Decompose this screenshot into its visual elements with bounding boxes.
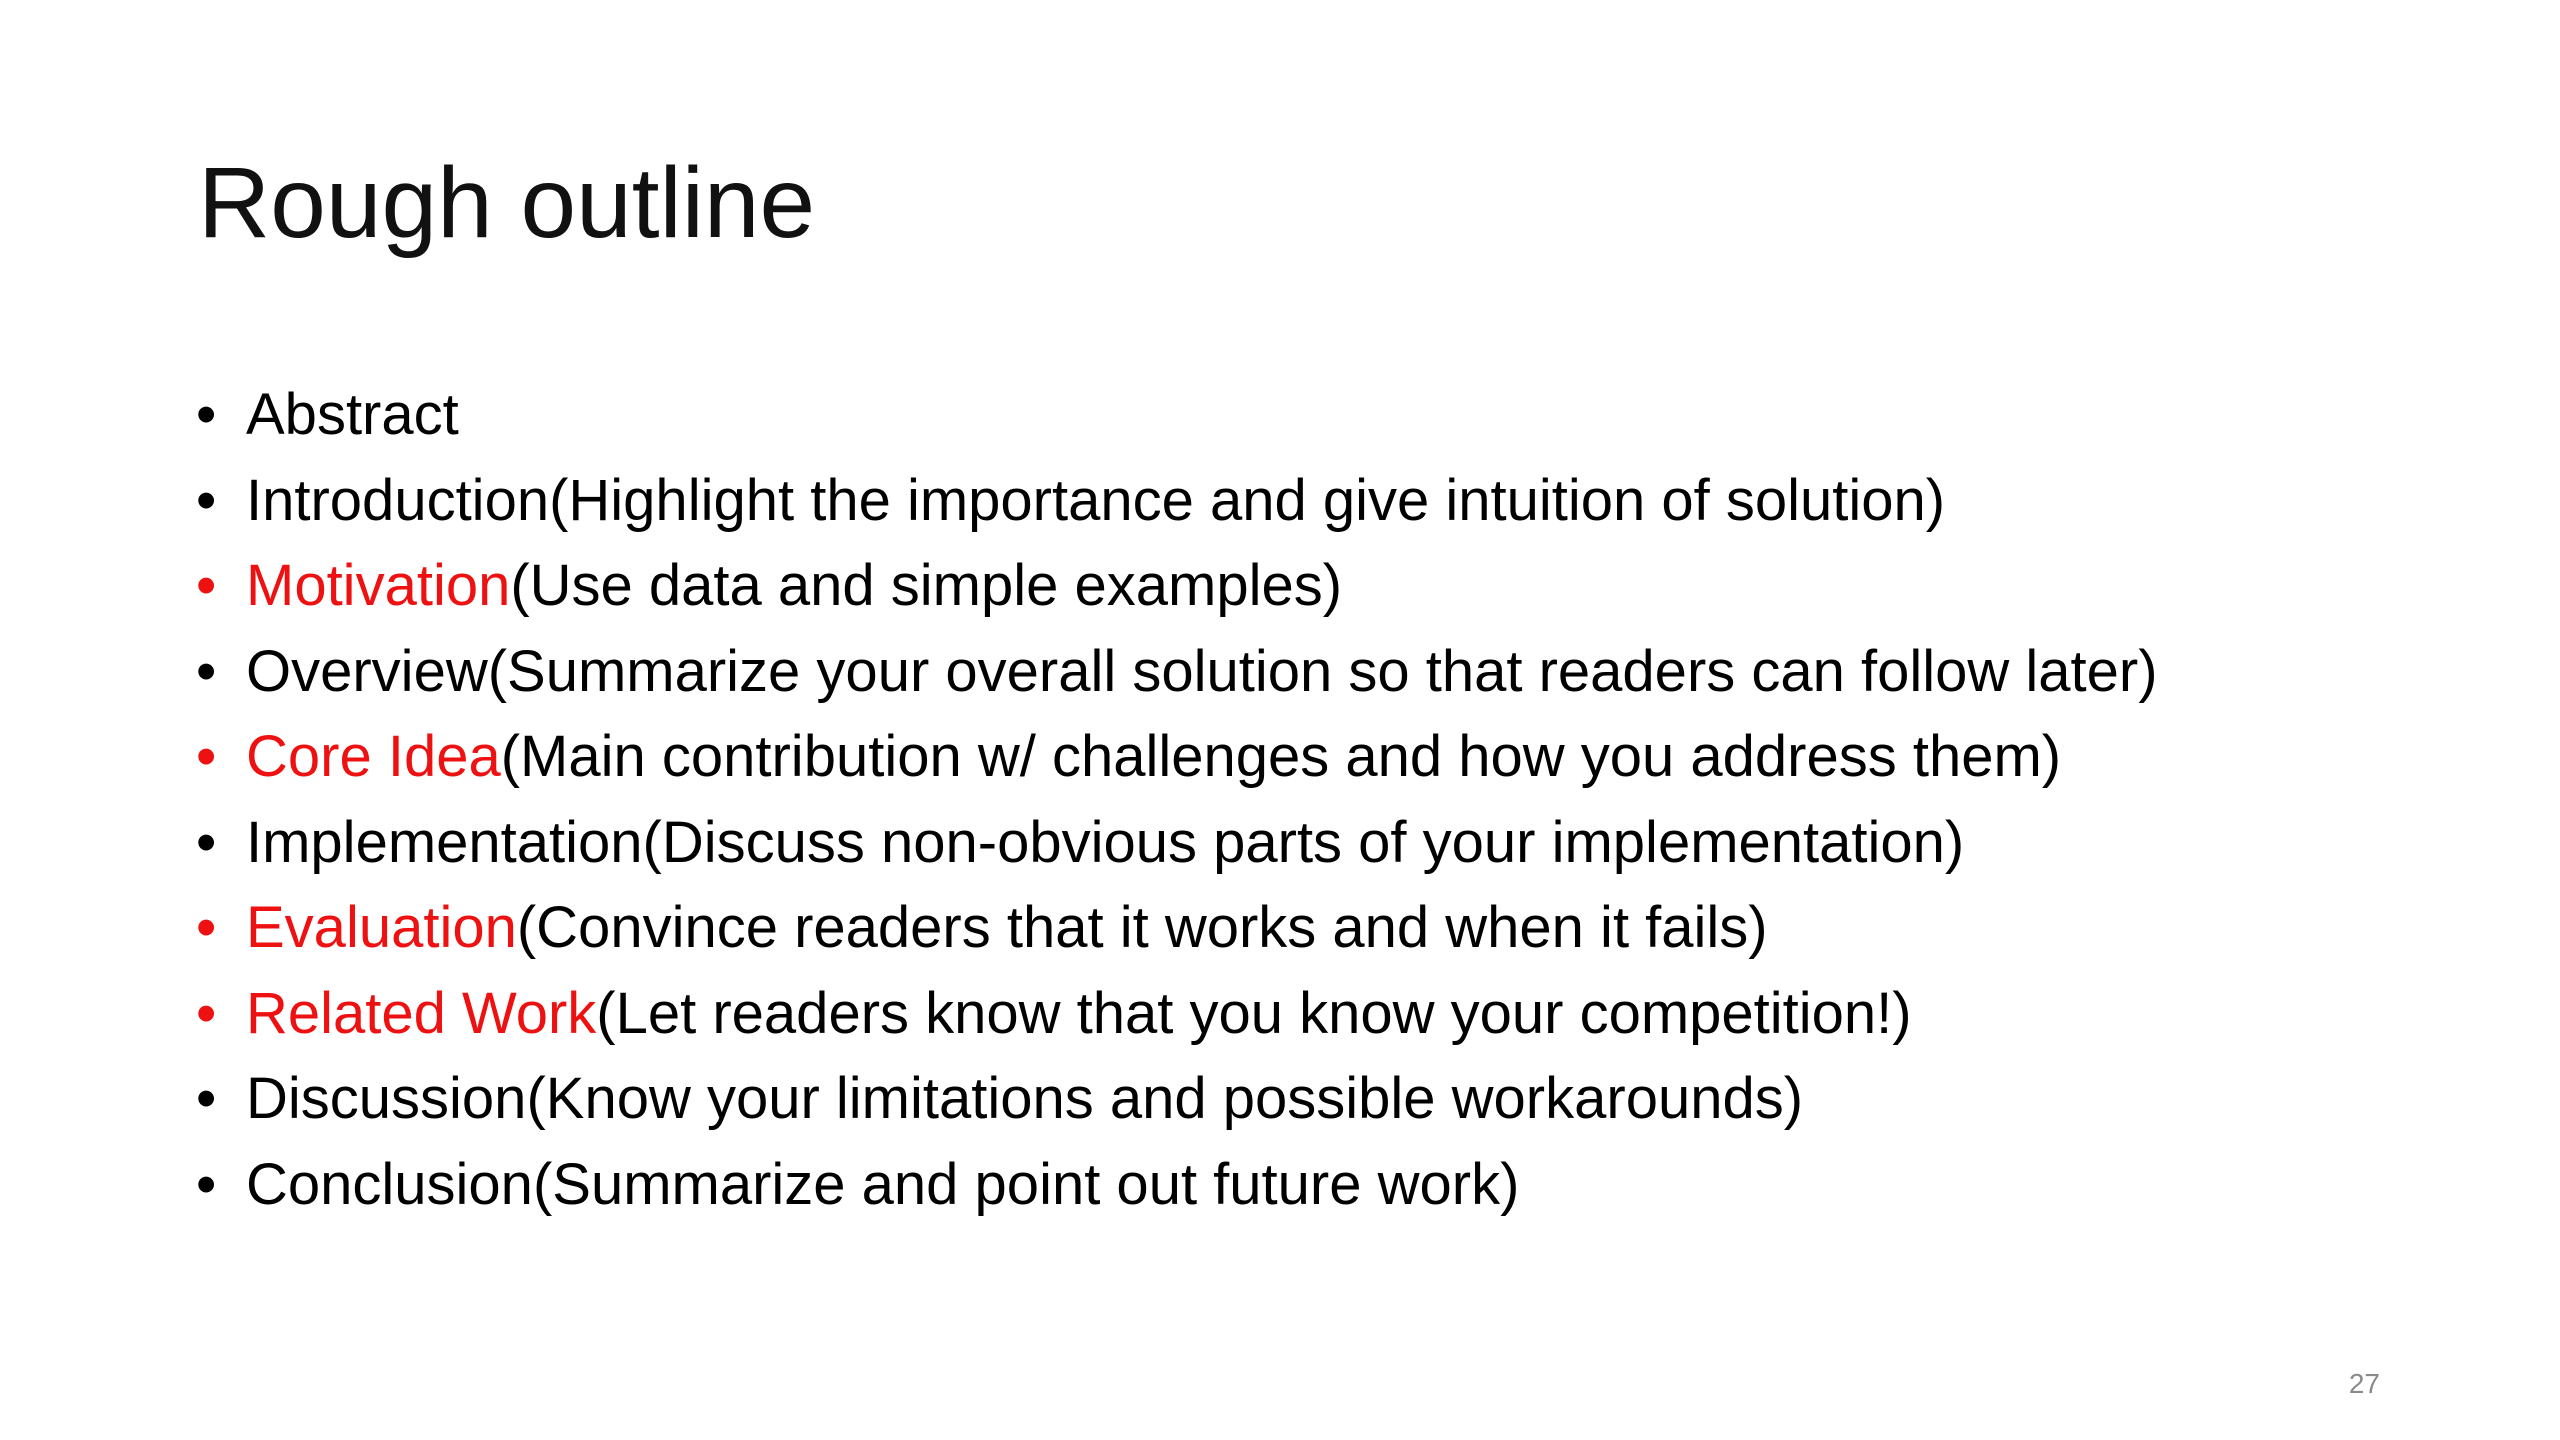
item-description: (Know your limitations and possible workarounds) [526,1066,1804,1131]
item-description: (Convince readers that it works and when it fails) [516,895,1768,960]
list-item [196,714,2158,800]
item-description: (Highlight the importance and give intuition of solution) [549,467,1946,533]
item-description: (Summarize and point out future work) [532,1151,1520,1217]
item-term: Conclusion [246,1151,533,1217]
bullet-icon: • [196,1066,217,1131]
item-term: Motivation [246,553,511,618]
bullet-icon: • [196,724,217,789]
item-description: (Let readers know that you know your competition!) [596,980,1912,1046]
item-term: Core Idea [246,724,501,789]
list-item [196,800,2158,886]
item-term: Introduction [246,467,550,533]
list-item [196,971,2158,1057]
bullet-icon: • [196,638,217,704]
item-term: Evaluation [246,895,517,960]
list-item [196,372,2158,458]
bullet-icon: • [196,980,217,1046]
list-item [196,629,2158,715]
list-item [196,1142,2158,1228]
item-description: (Use data and simple examples) [510,553,1343,618]
item-term: Abstract [246,382,459,447]
bullet-icon: • [196,382,217,447]
list-item [196,543,2158,629]
item-term: Related Work [246,980,597,1046]
slide-title: Rough outline [198,147,816,259]
bullet-icon: • [196,809,217,875]
item-term: Implementation [246,809,643,875]
bullet-icon: • [196,467,217,533]
item-term: Overview [246,638,488,704]
outline-list [196,372,2158,1227]
item-description: (Discuss non-obvious parts of your implementation) [642,809,1965,875]
page-number: 27 [2348,1368,2380,1399]
bullet-icon: • [196,553,217,618]
list-item [196,458,2158,544]
list-item [196,885,2158,971]
bullet-icon: • [196,1151,217,1217]
item-description: (Main contribution w/ challenges and how you address them) [500,724,2062,789]
list-item [196,1056,2158,1142]
item-description: (Summarize your overall solution so that readers can follow later) [487,638,2158,704]
bullet-icon: • [196,895,217,960]
item-term: Discussion [246,1066,527,1131]
